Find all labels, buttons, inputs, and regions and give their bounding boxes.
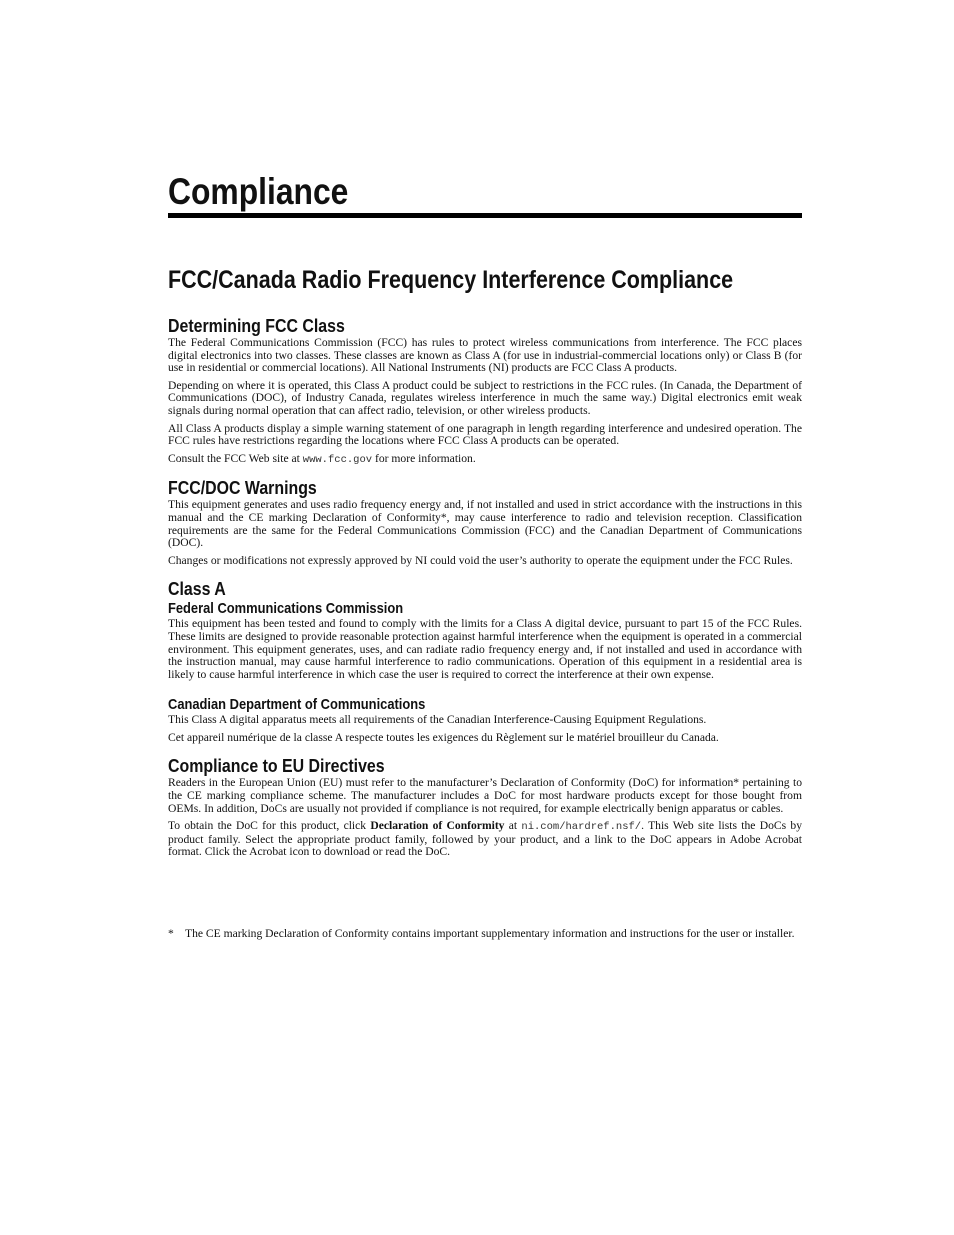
doc-link-label: Declaration of Conformity	[370, 819, 505, 833]
eu-directives-heading: Compliance to EU Directives	[168, 755, 385, 777]
class-a-heading: Class A	[168, 578, 226, 600]
chapter-title: Compliance	[168, 171, 349, 212]
fcc-commission-heading: Federal Communications Commission	[168, 600, 404, 618]
warnings-paragraph-2: Changes or modifications not expressly approved by NI could void the user’s authority to operate the equipment under the FCC Rules.	[168, 553, 793, 567]
chapter-rule	[168, 213, 802, 218]
text: for more information.	[372, 451, 476, 465]
fcc-commission-paragraph: This equipment has been tested and found to comply with the limits for a Class A digital device, pursuant to part 15 of the FCC Rules. These limits are designed to provide reasonable protection against harmful interference when the equipment is operated in a commercial environment. This equipment generates, uses, and can radiate radio frequency energy and, if not installed and used in accordance with the instruction manual, may cause harmful interference to radio communications. Operation of this equipment in a residential area is likely to cause harmful interference in which case the user is required to correct the interference at their own expense.	[168, 617, 802, 681]
canadian-paragraph-1: This Class A digital apparatus meets all requirements of the Canadian Interference-Causing Equipment Regulations.	[168, 713, 707, 727]
text: at	[504, 819, 522, 833]
eu-paragraph-2	[168, 820, 802, 859]
determining-paragraph-4	[168, 453, 802, 467]
fcc-doc-warnings-heading: FCC/DOC Warnings	[168, 477, 317, 499]
text: . This Web site lists the DoCs by product family. Select the appropriate product family, followed by your product, and a link to the DoC appears in Adobe Acrobat format. Click the Acrobat icon to download or read the DoC.	[168, 819, 802, 859]
spacer	[168, 686, 802, 696]
footnote	[168, 928, 802, 941]
section-title: FCC/Canada Radio Frequency Interference Compliance	[168, 266, 734, 294]
content	[168, 264, 802, 864]
determining-paragraph-1: The Federal Communications Commission (FCC) has rules to protect wireless communications from interference. The FCC places digital electronics into two classes. These classes are known as Class A (for use in industrial-commercial locations only) or Class B (for use in residential or commercial locations). All National Instruments (NI) products are FCC Class A products.	[168, 336, 802, 375]
text: To obtain the DoC for this product, click	[168, 819, 371, 833]
fcc-url: www.fcc.gov	[302, 453, 373, 466]
determining-paragraph-3: All Class A products display a simple warning statement of one paragraph in length regarding interference and undesired operation. The FCC rules have restrictions regarding the locations where FCC Class A products can be operated.	[168, 421, 802, 448]
eu-paragraph-1: Readers in the European Union (EU) must refer to the manufacturer’s Declaration of Conformity (DoC) for information* pertaining to the CE marking compliance scheme. The manufacturer includes a DoC for most hardware products except for those bought from OEMs. In addition, DoCs are usually not provided if compliance is not required, for example electrically benign apparatus or cables.	[168, 776, 802, 815]
ni-url: ni.com/hardref.nsf/	[521, 821, 642, 834]
footnote-mark: *	[168, 927, 174, 940]
canadian-doc-heading: Canadian Department of Communications	[168, 696, 426, 714]
canadian-paragraph-2: Cet appareil numérique de la classe A respecte toutes les exigences du Règlement sur le matériel brouilleur du Canada.	[168, 730, 719, 744]
footnote-text: The CE marking Declaration of Conformity contains important supplementary information and instructions for the user or installer.	[185, 927, 795, 940]
warnings-paragraph-1: This equipment generates and uses radio frequency energy and, if not installed and used in strict accordance with the instructions in this manual and the CE marking Declaration of Conformity*, may cause interference to radio and television reception. Classification requirements are the same for the Federal Communications Commission (FCC) and the Canadian Department of Communications (DOC).	[168, 498, 802, 550]
determining-paragraph-2: Depending on where it is operated, this Class A product could be subject to restrictions in the FCC rules. (In Canada, the Department of Communications (DOC), of Industry Canada, regulates wireless interference in much the same way.) Digital electronics emit weak signals during normal operation that can affect radio, television, or other wireless products.	[168, 378, 802, 417]
text: Consult the FCC Web site at	[168, 451, 303, 465]
determining-fcc-class-heading: Determining FCC Class	[168, 315, 345, 336]
